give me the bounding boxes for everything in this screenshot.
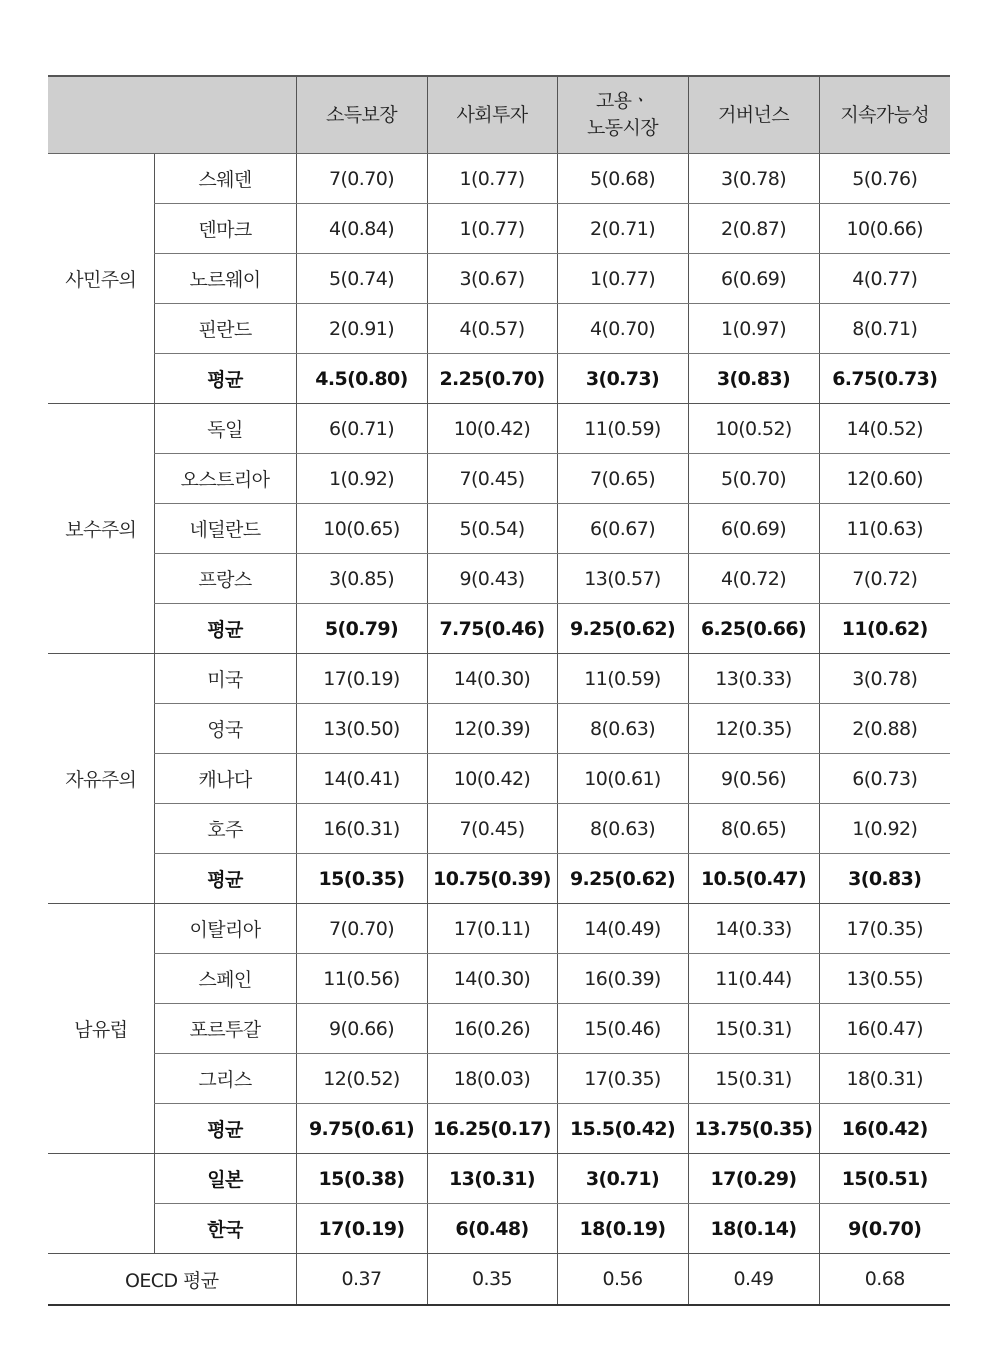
value-cell: 3(0.78): [688, 154, 819, 204]
value-cell: 13(0.55): [819, 954, 950, 1004]
value-cell: 11(0.63): [819, 504, 950, 554]
value-cell: 5(0.74): [296, 254, 427, 304]
value-cell: 18(0.14): [688, 1204, 819, 1254]
value-cell: 15.5(0.42): [557, 1104, 688, 1154]
oecd-average-value: 0.68: [819, 1254, 950, 1306]
value-cell: 13(0.57): [557, 554, 688, 604]
value-cell: 17(0.35): [557, 1054, 688, 1104]
value-cell: 7(0.45): [427, 804, 557, 854]
value-cell: 16(0.26): [427, 1004, 557, 1054]
value-cell: 16.25(0.17): [427, 1104, 557, 1154]
value-cell: 3(0.73): [557, 354, 688, 404]
country-cell: 평균: [154, 854, 296, 904]
value-cell: 9.25(0.62): [557, 604, 688, 654]
value-cell: 15(0.38): [296, 1154, 427, 1204]
value-cell: 14(0.52): [819, 404, 950, 454]
value-cell: 18(0.31): [819, 1054, 950, 1104]
value-cell: 1(0.92): [819, 804, 950, 854]
value-cell: 10(0.42): [427, 404, 557, 454]
country-cell: 평균: [154, 1104, 296, 1154]
value-cell: 15(0.46): [557, 1004, 688, 1054]
value-cell: 1(0.77): [427, 154, 557, 204]
oecd-average-value: 0.56: [557, 1254, 688, 1306]
value-cell: 10(0.65): [296, 504, 427, 554]
value-cell: 11(0.56): [296, 954, 427, 1004]
value-cell: 16(0.39): [557, 954, 688, 1004]
value-cell: 5(0.68): [557, 154, 688, 204]
value-cell: 18(0.19): [557, 1204, 688, 1254]
value-cell: 4.5(0.80): [296, 354, 427, 404]
value-cell: 14(0.33): [688, 904, 819, 954]
value-cell: 7.75(0.46): [427, 604, 557, 654]
welfare-ranking-table: [48, 75, 950, 1306]
value-cell: 16(0.47): [819, 1004, 950, 1054]
value-cell: 14(0.49): [557, 904, 688, 954]
country-cell: 프랑스: [154, 554, 296, 604]
value-cell: 3(0.78): [819, 654, 950, 704]
table-row: [48, 254, 950, 304]
value-cell: 5(0.79): [296, 604, 427, 654]
group-label-cell: 보수주의: [48, 404, 154, 654]
value-cell: 9(0.56): [688, 754, 819, 804]
value-cell: 7(0.70): [296, 904, 427, 954]
value-cell: 4(0.72): [688, 554, 819, 604]
country-cell: 노르웨이: [154, 254, 296, 304]
value-cell: 10.5(0.47): [688, 854, 819, 904]
table-row: [48, 1104, 950, 1154]
country-cell: 캐나다: [154, 754, 296, 804]
value-cell: 11(0.59): [557, 404, 688, 454]
value-cell: 14(0.41): [296, 754, 427, 804]
oecd-average-value: 0.37: [296, 1254, 427, 1306]
oecd-average-row: [48, 1254, 950, 1306]
value-cell: 18(0.03): [427, 1054, 557, 1104]
table-row: [48, 204, 950, 254]
value-cell: 15(0.31): [688, 1054, 819, 1104]
value-cell: 15(0.35): [296, 854, 427, 904]
table-row: [48, 1204, 950, 1254]
table-row: [48, 804, 950, 854]
value-cell: 17(0.29): [688, 1154, 819, 1204]
value-cell: 10(0.42): [427, 754, 557, 804]
country-cell: 영국: [154, 704, 296, 754]
table-row: [48, 1004, 950, 1054]
header-governance: 거버넌스: [688, 76, 819, 154]
value-cell: 9(0.66): [296, 1004, 427, 1054]
country-cell: 평균: [154, 354, 296, 404]
value-cell: 13(0.33): [688, 654, 819, 704]
country-cell: 포르투갈: [154, 1004, 296, 1054]
header-income-security: 소득보장: [296, 76, 427, 154]
value-cell: 12(0.35): [688, 704, 819, 754]
country-cell: 네덜란드: [154, 504, 296, 554]
header-employment-labor-market: 고용ㆍ 노동시장: [557, 76, 688, 154]
value-cell: 10.75(0.39): [427, 854, 557, 904]
value-cell: 11(0.44): [688, 954, 819, 1004]
header-sustainability: 지속가능성: [819, 76, 950, 154]
value-cell: 15(0.31): [688, 1004, 819, 1054]
value-cell: 1(0.92): [296, 454, 427, 504]
value-cell: 6(0.69): [688, 504, 819, 554]
group-label-cell: 사민주의: [48, 154, 154, 404]
value-cell: 13(0.31): [427, 1154, 557, 1204]
value-cell: 8(0.71): [819, 304, 950, 354]
value-cell: 12(0.60): [819, 454, 950, 504]
oecd-average-value: 0.35: [427, 1254, 557, 1306]
value-cell: 13.75(0.35): [688, 1104, 819, 1154]
value-cell: 3(0.83): [688, 354, 819, 404]
table-row: [48, 654, 950, 704]
group-label-cell: 자유주의: [48, 654, 154, 904]
country-cell: 핀란드: [154, 304, 296, 354]
value-cell: 7(0.45): [427, 454, 557, 504]
oecd-average-label: OECD 평균: [48, 1254, 296, 1306]
value-cell: 17(0.35): [819, 904, 950, 954]
country-cell: 미국: [154, 654, 296, 704]
value-cell: 5(0.76): [819, 154, 950, 204]
table-row: [48, 754, 950, 804]
value-cell: 2(0.88): [819, 704, 950, 754]
country-cell: 스웨덴: [154, 154, 296, 204]
value-cell: 12(0.52): [296, 1054, 427, 1104]
table-body: [48, 154, 950, 1306]
table-row: [48, 354, 950, 404]
value-cell: 2(0.87): [688, 204, 819, 254]
value-cell: 9.75(0.61): [296, 1104, 427, 1154]
oecd-average-value: 0.49: [688, 1254, 819, 1306]
value-cell: 1(0.77): [557, 254, 688, 304]
value-cell: 15(0.51): [819, 1154, 950, 1204]
value-cell: 3(0.83): [819, 854, 950, 904]
value-cell: 9(0.70): [819, 1204, 950, 1254]
value-cell: 11(0.62): [819, 604, 950, 654]
country-cell: 스페인: [154, 954, 296, 1004]
value-cell: 4(0.70): [557, 304, 688, 354]
table-row: [48, 954, 950, 1004]
value-cell: 10(0.66): [819, 204, 950, 254]
value-cell: 13(0.50): [296, 704, 427, 754]
value-cell: 7(0.70): [296, 154, 427, 204]
value-cell: 7(0.72): [819, 554, 950, 604]
value-cell: 16(0.31): [296, 804, 427, 854]
value-cell: 4(0.77): [819, 254, 950, 304]
value-cell: 6(0.48): [427, 1204, 557, 1254]
value-cell: 3(0.67): [427, 254, 557, 304]
country-cell: 호주: [154, 804, 296, 854]
country-cell: 오스트리아: [154, 454, 296, 504]
value-cell: 9.25(0.62): [557, 854, 688, 904]
value-cell: 10(0.61): [557, 754, 688, 804]
value-cell: 4(0.57): [427, 304, 557, 354]
value-cell: 6(0.67): [557, 504, 688, 554]
value-cell: 2(0.71): [557, 204, 688, 254]
value-cell: 9(0.43): [427, 554, 557, 604]
value-cell: 8(0.63): [557, 704, 688, 754]
value-cell: 2.25(0.70): [427, 354, 557, 404]
value-cell: 3(0.85): [296, 554, 427, 604]
value-cell: 8(0.63): [557, 804, 688, 854]
value-cell: 4(0.84): [296, 204, 427, 254]
value-cell: 8(0.65): [688, 804, 819, 854]
country-cell: 평균: [154, 604, 296, 654]
table-row: [48, 1054, 950, 1104]
value-cell: 17(0.19): [296, 1204, 427, 1254]
value-cell: 17(0.19): [296, 654, 427, 704]
value-cell: 16(0.42): [819, 1104, 950, 1154]
value-cell: 7(0.65): [557, 454, 688, 504]
table-row: [48, 604, 950, 654]
value-cell: 3(0.71): [557, 1154, 688, 1204]
value-cell: 6(0.73): [819, 754, 950, 804]
country-cell: 그리스: [154, 1054, 296, 1104]
value-cell: 14(0.30): [427, 954, 557, 1004]
value-cell: 14(0.30): [427, 654, 557, 704]
value-cell: 1(0.97): [688, 304, 819, 354]
value-cell: 6.25(0.66): [688, 604, 819, 654]
table-row: [48, 454, 950, 504]
value-cell: 11(0.59): [557, 654, 688, 704]
table-row: [48, 904, 950, 954]
table-row: [48, 704, 950, 754]
table-row: [48, 1154, 950, 1204]
value-cell: 12(0.39): [427, 704, 557, 754]
value-cell: 6(0.69): [688, 254, 819, 304]
value-cell: 17(0.11): [427, 904, 557, 954]
value-cell: 5(0.70): [688, 454, 819, 504]
value-cell: 6(0.71): [296, 404, 427, 454]
group-label-cell: [48, 1154, 154, 1254]
value-cell: 1(0.77): [427, 204, 557, 254]
value-cell: 10(0.52): [688, 404, 819, 454]
country-cell: 이탈리아: [154, 904, 296, 954]
table-row: [48, 154, 950, 204]
country-cell: 덴마크: [154, 204, 296, 254]
value-cell: 2(0.91): [296, 304, 427, 354]
country-cell: 일본: [154, 1154, 296, 1204]
table-header-row: [48, 76, 950, 154]
header-corner-cell: [48, 76, 296, 154]
country-cell: 독일: [154, 404, 296, 454]
value-cell: 6.75(0.73): [819, 354, 950, 404]
table-row: [48, 404, 950, 454]
country-cell: 한국: [154, 1204, 296, 1254]
table-row: [48, 504, 950, 554]
group-label-cell: 남유럽: [48, 904, 154, 1154]
value-cell: 5(0.54): [427, 504, 557, 554]
table-row: [48, 854, 950, 904]
table-row: [48, 304, 950, 354]
table-row: [48, 554, 950, 604]
header-social-investment: 사회투자: [427, 76, 557, 154]
